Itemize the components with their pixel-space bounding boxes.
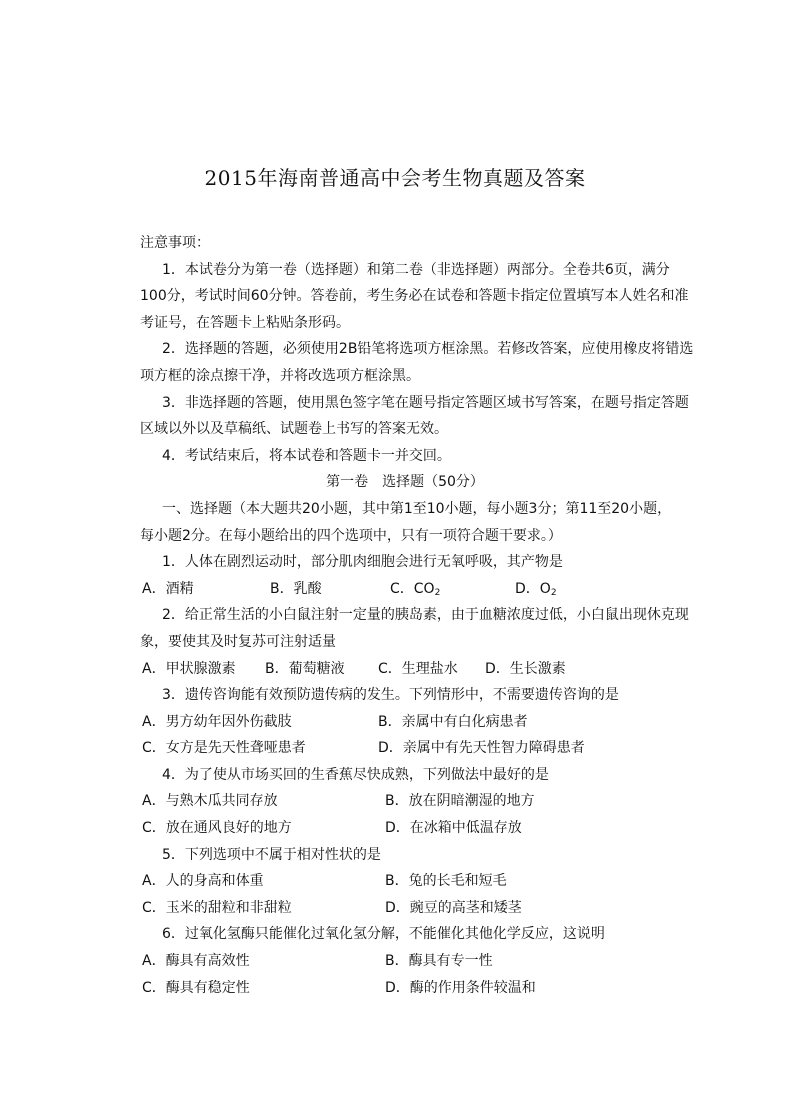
option-a: A．甲状腺激素 (142, 660, 236, 677)
subscript: 2 (550, 587, 557, 598)
option-d: D．酶的作用条件较温和 (385, 979, 536, 996)
question-options (140, 948, 670, 975)
option-b: B．葡萄糖液 (265, 660, 345, 677)
document-title: 2015年海南普通高中会考生物真题及答案 (204, 166, 586, 190)
question-stem: 3．遗传咨询能有效预防遗传病的发生。下列情形中，不需要遗传咨询的是 (162, 687, 619, 704)
option-c: C．放在通风良好的地方 (142, 820, 292, 837)
notice-heading: 注意事项： (140, 235, 210, 251)
option-b: B．酶具有专一性 (385, 953, 493, 970)
question-stem: 6．过氧化氢酶只能催化过氧化氢分解，不能催化其他化学反应，这说明 (162, 926, 605, 943)
notice-line: 2．选择题的答题，必须使用2B铅笔将选项方框涂黑。若修改答案，应使用橡皮将错选 (162, 341, 694, 358)
notice-line: 100分，考试时间60分钟。答卷前，考生务必在试卷和答题卡指定位置填写本人姓名和准 (140, 288, 689, 305)
question-options (140, 709, 670, 736)
option-a: A．人的身高和体重 (142, 873, 264, 890)
question-options (140, 735, 670, 762)
section-intro: 每小题2分。在每小题给出的四个选项中，只有一项符合题干要求。） (140, 527, 562, 544)
question-stem: 5．下列选项中不属于相对性状的是 (162, 846, 381, 863)
option-b: B．放在阴暗潮湿的地方 (385, 793, 535, 810)
option-b: B．乳酸 (270, 580, 322, 597)
option-c-text: C．CO (390, 580, 435, 597)
option-c: C．酶具有稳定性 (142, 979, 250, 996)
section-heading: 第一卷 选择题（50分） (326, 474, 484, 491)
question-stem: 象，要使其及时复苏可注射适量 (140, 633, 336, 650)
option-d: D．在冰箱中低温存放 (385, 820, 522, 837)
question-options (140, 788, 670, 815)
notice-line: 3．非选择题的答题，使用黑色签字笔在题号指定答题区域书写答案，在题号指定答题 (162, 394, 689, 411)
section-intro: 一、选择题（本大题共20小题，其中第1至10小题，每小题3分；第11至20小题， (162, 500, 672, 517)
option-b: B．亲属中有白化病患者 (378, 713, 528, 730)
option-d: D．亲属中有先天性智力障碍患者 (378, 740, 585, 757)
question-options (140, 975, 670, 1002)
option-c: C．生理盐水 (378, 660, 458, 677)
option-a: A．酒精 (142, 580, 194, 597)
option-a: A．男方幼年因外伤截肢 (142, 713, 292, 730)
notice-line: 1．本试卷分为第一卷（选择题）和第二卷（非选择题）两部分。全卷共6页，满分 (162, 261, 670, 278)
notice-line: 考证号，在答题卡上粘贴条形码。 (140, 314, 350, 331)
subscript: 2 (434, 587, 441, 598)
option-d: D．豌豆的高茎和矮茎 (385, 899, 522, 916)
notice-line: 项方框的涂点擦干净，并将改选项方框涂黑。 (140, 367, 420, 384)
notice-line: 4．考试结束后，将本试卷和答题卡一并交回。 (162, 447, 451, 464)
option-d: D．生长激素 (485, 660, 566, 677)
question-options (140, 895, 670, 922)
question-stem: 2．给正常生活的小白鼠注射一定量的胰岛素，由于血糖浓度过低，小白鼠出现休克现 (162, 607, 689, 624)
option-c: C．玉米的甜粒和非甜粒 (142, 899, 292, 916)
question-options (140, 576, 670, 603)
question-options (140, 868, 670, 895)
question-stem: 1．人体在剧烈运动时，部分肌肉细胞会进行无氧呼吸，其产物是 (162, 554, 563, 571)
option-c: C．女方是先天性聋哑患者 (142, 740, 306, 757)
notice-line: 区域以外以及草稿纸、试题卷上书写的答案无效。 (140, 421, 448, 438)
question-options (140, 815, 670, 842)
question-stem: 4．为了使从市场买回的生香蕉尽快成熟，下列做法中最好的是 (162, 766, 549, 783)
document-body (140, 230, 694, 1001)
question-options (140, 656, 670, 683)
option-a: A．与熟木瓜共同存放 (142, 793, 278, 810)
option-d-text: D．O (515, 580, 551, 597)
option-b: B．兔的长毛和短毛 (385, 873, 507, 890)
option-a: A．酶具有高效性 (142, 953, 250, 970)
